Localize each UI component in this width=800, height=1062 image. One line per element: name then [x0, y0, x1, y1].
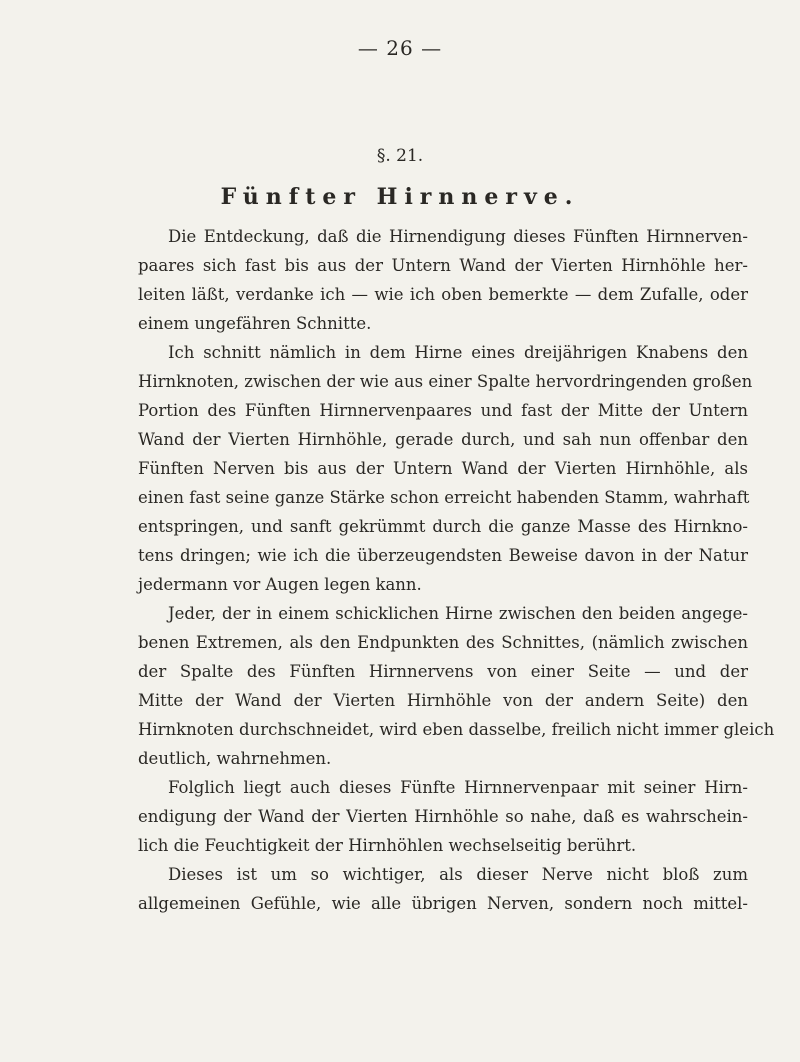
text-line: Dieses ist um so wichtiger, als dieser Nerve nicht bloß zum: [168, 865, 748, 884]
text-line: deutlich, wahrnehmen.: [138, 749, 332, 768]
text-line: Hirnknoten durchschneidet, wird eben dasselbe, freilich nicht immer gleich: [138, 720, 775, 739]
text-line: einen fast seine ganze Stärke schon erreicht habenden Stamm, wahrhaft: [138, 488, 750, 507]
text-line: Portion des Fünften Hirnnervenpaares und fast der Mitte der Untern: [138, 401, 748, 420]
text-line: Wand der Vierten Hirnhöhle, gerade durch, und sah nun offenbar den: [138, 430, 748, 449]
text-line: der Spalte des Fünften Hirnnervens von einer Seite — und der: [138, 662, 748, 681]
text-line: Jeder, der in einem schicklichen Hirne zwischen den beiden angege-: [168, 604, 748, 623]
text-line: jedermann vor Augen legen kann.: [138, 575, 422, 594]
text-line: Fünften Nerven bis aus der Untern Wand der Vierten Hirnhöhle, als: [138, 459, 748, 478]
text-line: Folglich liegt auch dieses Fünfte Hirnnervenpaar mit seiner Hirn-: [168, 778, 748, 797]
text-line: entspringen, und sanft gekrümmt durch die ganze Masse des Hirnkno-: [138, 517, 748, 536]
text-line: Hirnknoten, zwischen der wie aus einer Spalte hervordringenden großen: [138, 372, 753, 391]
page-number: — 26 —: [357, 36, 443, 60]
body-text: [138, 222, 775, 918]
section-heading: Fünfter Hirnnerve.: [220, 184, 580, 210]
text-line: Ich schnitt nämlich in dem Hirne eines dreijährigen Knabens den: [168, 343, 748, 362]
text-line: paares sich fast bis aus der Untern Wand der Vierten Hirnhöhle her-: [138, 256, 748, 275]
text-line: leiten läßt, verdanke ich — wie ich oben bemerkte — dem Zufalle, oder: [138, 285, 748, 304]
text-line: lich die Feuchtigkeit der Hirnhöhlen wechselseitig berührt.: [138, 836, 637, 855]
text-line: einem ungefähren Schnitte.: [138, 314, 372, 333]
text-line: Mitte der Wand der Vierten Hirnhöhle von der andern Seite) den: [138, 691, 748, 710]
text-line: tens dringen; wie ich die überzeugendsten Beweise davon in der Natur: [138, 546, 748, 565]
text-line: Die Entdeckung, daß die Hirnendigung dieses Fünften Hirnnerven-: [168, 227, 748, 246]
text-line: endigung der Wand der Vierten Hirnhöhle so nahe, daß es wahrschein-: [138, 807, 748, 826]
text-line: benen Extremen, als den Endpunkten des Schnittes, (nämlich zwischen: [138, 633, 748, 652]
section-number: §. 21.: [376, 146, 424, 166]
text-line: allgemeinen Gefühle, wie alle übrigen Nerven, sondern noch mittel-: [138, 894, 748, 913]
